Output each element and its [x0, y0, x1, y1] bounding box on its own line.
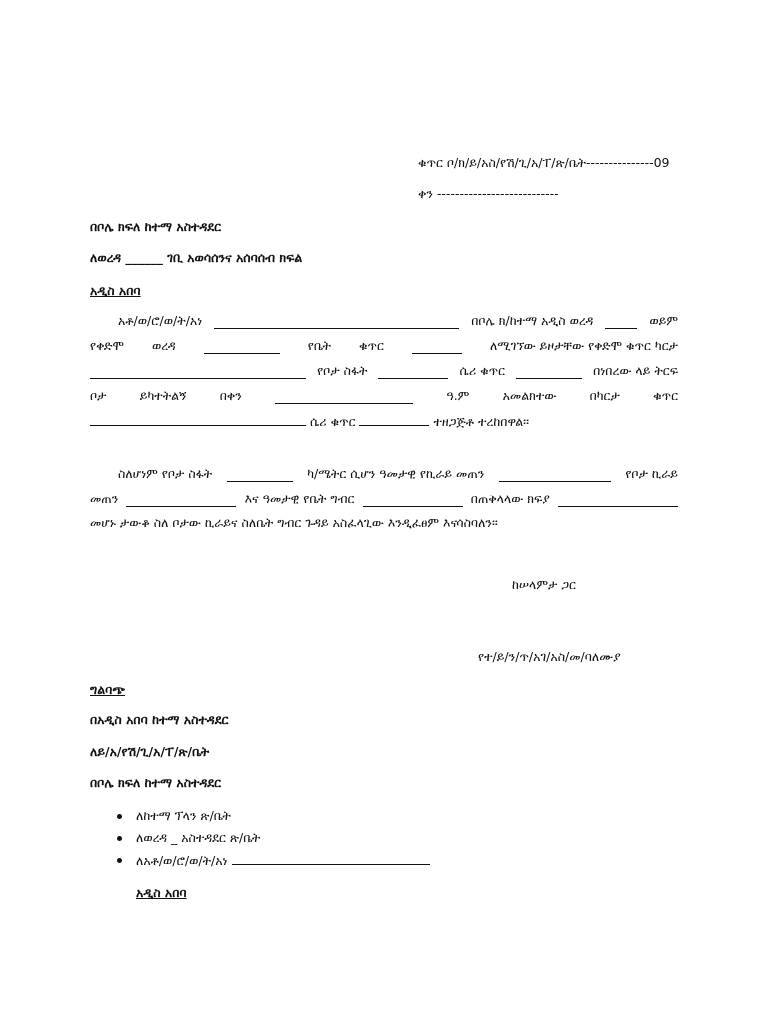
cc-name-blank — [232, 852, 430, 865]
para1-serial-text-2: ሴሪ ቁጥር — [309, 414, 356, 429]
para1-woreda-text: በቦሌ ክ/ከተማ አዲስ ወረዳ — [471, 313, 594, 328]
map-number-blank — [90, 366, 306, 379]
reference-number: ቁጥር ቦ/ክ/ይ/አስ/የሽ/ጊ/አ/ፐ/ጽ/ቤት---------------09 — [418, 155, 670, 170]
recipient-line-1: በቦሌ ክፍለ ከተማ አስተዳደር — [90, 219, 222, 234]
serial-blank — [516, 366, 582, 379]
para1-include: ይካተትልኝ — [139, 388, 187, 403]
para2-line-2 — [90, 491, 678, 507]
cc-city: አዲስ አበባ — [136, 885, 187, 900]
recipient-line-2 — [90, 250, 302, 266]
para1-house: የቤት — [307, 338, 331, 353]
para1-applied: አመልክተው — [502, 388, 557, 403]
closing-regards: ከሠላምታ ጋር — [512, 577, 576, 592]
para1-area-text: የቦታ ስፋት — [317, 363, 368, 378]
cc-title: ግልባጭ — [90, 682, 125, 697]
cc-bullet-3-text: ለአቶ/ወ/ሮ/ወ/ት/አነ — [136, 853, 228, 868]
old-woreda-blank — [204, 341, 280, 354]
bullet-icon — [117, 836, 122, 841]
woreda-blank — [605, 316, 637, 329]
house-tax-blank — [363, 494, 463, 507]
para1-ec: ዓ.ም — [446, 388, 470, 403]
recipient-woreda-prefix: ለወረዳ — [90, 250, 122, 265]
para1-holding-text: ለሚገኘው ይዞታቸው የቀድሞ ቁጥር ካርታ — [489, 338, 678, 353]
rent-amount-blank — [126, 494, 236, 507]
para1-former: የቀድሞ — [90, 338, 124, 353]
para1-received-text: ተዘጋጅቶ ተረከበዋል፡፡ — [433, 414, 530, 429]
para1-name-prefix: አቶ/ወ/ሮ/ወ/ት/አነ — [118, 313, 203, 328]
cc-line-3: በቦሌ ክፍለ ከተማ አስተዳደር — [90, 775, 222, 790]
bullet-icon — [117, 814, 122, 819]
serial-blank-2 — [359, 413, 429, 426]
cc-line-2: ለይ/አ/የሽ/ጊ/አ/ፐ/ጽ/ቤት — [90, 744, 210, 759]
map-no-blank-2 — [90, 413, 306, 426]
para2-line-3: መሆኑ ታውቆ ስለ ቦታው ኪራይና ስለቤት ግብር ጉዳይ አስፈላጊው እንዲፈፀም እናሳስባለን፡፡ — [90, 515, 498, 530]
recipient-woreda-blank: ______ — [125, 250, 163, 265]
para1-woreda: ወረዳ — [152, 338, 176, 353]
para2-rent-text: ካ/ሜትር ሲሆን ዓመታዊ የኪራይ መጠን — [307, 466, 485, 481]
para1-line-3 — [90, 363, 678, 379]
para1-map-number: ቁጥር — [653, 388, 678, 403]
para2-amount: መጠን — [90, 491, 119, 506]
date-blank — [275, 391, 413, 404]
para1-on-date: በቀን — [219, 388, 242, 403]
para1-line-2 — [90, 338, 678, 354]
para1-line-1 — [118, 313, 678, 329]
para2-line-1 — [118, 466, 678, 482]
para1-plot: ቦታ — [90, 388, 107, 403]
house-number-blank — [412, 341, 462, 354]
annual-rent-blank — [499, 469, 611, 482]
signatory-title: የተ/ይ/ን/ጥ/አገ/አስ/መ/ባለሙያ — [478, 649, 621, 664]
para2-total: በጠቅላላው ክፍያ — [470, 491, 550, 506]
letter-date: ቀን --------------------------- — [418, 186, 559, 201]
para2-house-tax: እና ዓመታዊ የቤት ግብር — [244, 491, 355, 506]
cc-line-1: በአዲስ አበባ ከተማ አስተዳደር — [90, 712, 229, 727]
total-payment-blank — [558, 494, 678, 507]
para1-or-text: ወይም — [649, 313, 678, 328]
bullet-icon — [117, 858, 122, 863]
recipient-city: አዲስ አበባ — [90, 283, 141, 298]
para1-number: ቁጥር — [358, 338, 384, 353]
name-blank — [214, 316, 459, 329]
para1-by-map: በካርታ — [589, 388, 620, 403]
cc-bullet-3 — [136, 852, 430, 869]
area-sqm-blank — [227, 469, 293, 482]
area-blank — [378, 366, 448, 379]
para2-plot-rent: የቦታ ኪራይ — [625, 466, 678, 481]
para1-extra-text: በነበረው ላይ ትርፍ — [593, 363, 678, 378]
cc-bullet-2: ለወረዳ _ አስተዳደር ጽ/ቤት — [136, 830, 261, 845]
cc-bullet-1: ለከተማ ፕላን ጽ/ቤት — [136, 808, 231, 823]
para2-area-text: ስለሆነም የቦታ ስፋት — [118, 466, 213, 481]
para1-serial-text: ሴሪ ቁጥር — [459, 363, 506, 378]
para1-line-5 — [90, 413, 529, 430]
para1-line-4 — [90, 388, 678, 404]
recipient-woreda-suffix: ገቢ አወሳሰንና አሰባሰብ ክፍል — [167, 250, 303, 265]
